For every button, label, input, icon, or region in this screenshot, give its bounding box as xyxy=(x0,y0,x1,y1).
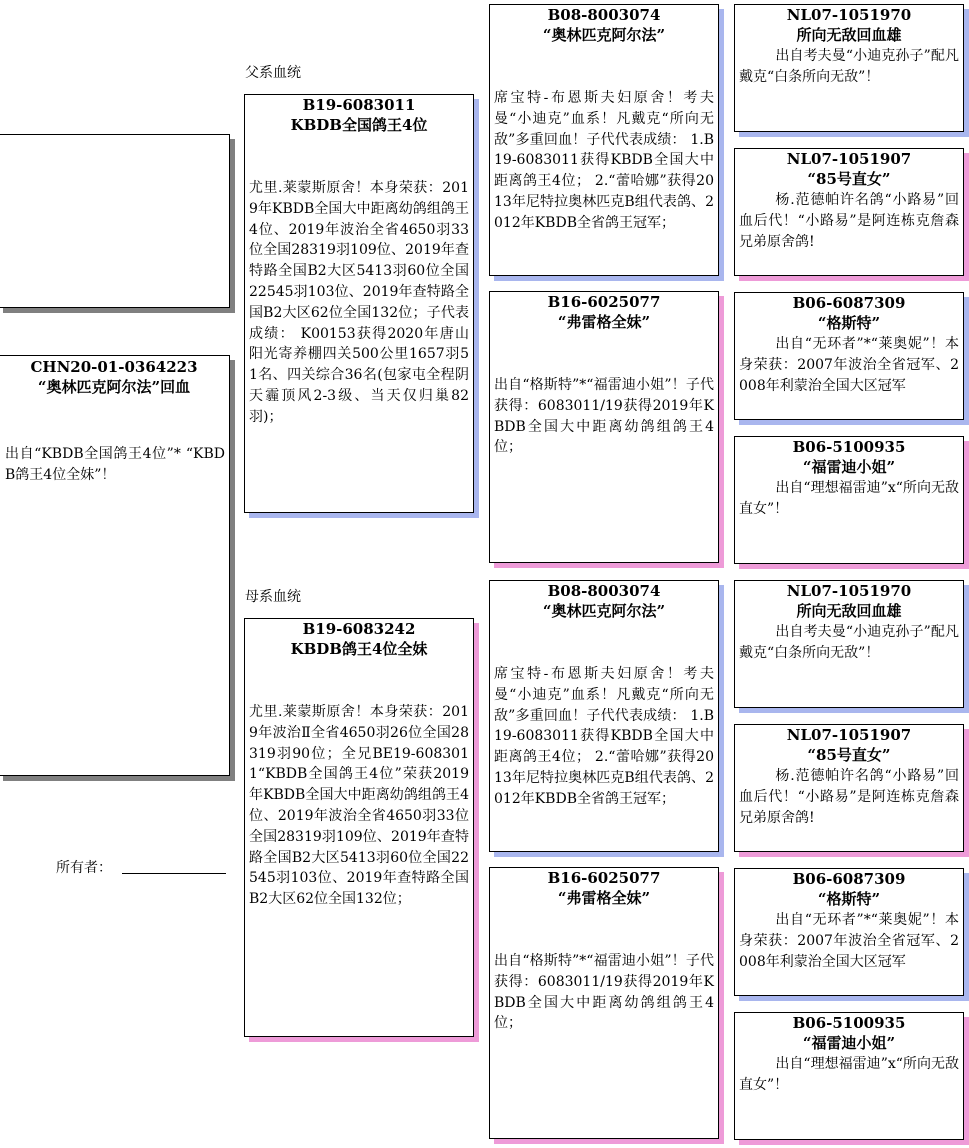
owner-label: 所有者： xyxy=(56,860,112,876)
dam-dam-id: B16-6025077 xyxy=(547,869,661,887)
ggp6-box xyxy=(734,724,964,852)
ggp4-desc: 出自“理想福雷迪”x“所向无敌直女”！ xyxy=(739,480,959,517)
sire-dam-box xyxy=(489,291,719,563)
subject-desc: 出自“KBDB全国鸽王4位”* “KBDB鸽王4位全妹”！ xyxy=(5,446,225,483)
owner-field[interactable] xyxy=(122,873,226,874)
ggp8-box xyxy=(734,1012,964,1140)
ggp7-id: B06-6087309 xyxy=(792,870,906,888)
ggp6-id: NL07-1051907 xyxy=(786,726,912,744)
ggp3-id: B06-6087309 xyxy=(792,294,906,312)
ggp6-desc: 杨.范德帕许名鸽“小路易”回血后代！“小路易”是阿连栋克詹森兄弟原舍鸽! xyxy=(739,768,959,826)
ggp5-id: NL07-1051970 xyxy=(786,582,912,600)
sire-name: KBDB全国鸽王4位 xyxy=(290,116,428,134)
sire-sire-name: “奥林匹克阿尔法” xyxy=(542,26,666,44)
ggp3-name: “格斯特” xyxy=(817,314,881,332)
ggp8-name: “福雷迪小姐” xyxy=(802,1034,896,1052)
ggp6-name: “85号直女” xyxy=(807,746,891,764)
ggp4-box xyxy=(734,436,964,564)
ggp7-box xyxy=(734,868,964,996)
ggp2-desc: 杨.范德帕许名鸽“小路易”回血后代！“小路易”是阿连栋克詹森兄弟原舍鸽! xyxy=(739,192,959,250)
ggp4-name: “福雷迪小姐” xyxy=(802,458,896,476)
sire-desc: 尤里.莱蒙斯原舍！本身荣获：2019年KBDB全国大中距离幼鸽组鸽王4位、2019年波治全省4650羽33位全国28319羽109位、2019年查特路全国B2大区5413羽60位全国22545羽103位、2019年查特路全国B2大区62位全国132位；子代表成绩： K00153获得2020年唐山阳光寄养棚四关500公里1657羽51名、四关综合36名(包家屯全程阴天霾顶风2-3级、当天仅归巢82羽)； xyxy=(249,180,469,425)
ggp5-desc: 出自考夫曼“小迪克孙子”配凡戴克“白条所向无敌”！ xyxy=(739,624,959,661)
dam-sire-id: B08-8003074 xyxy=(547,582,661,600)
sire-box xyxy=(244,94,474,513)
ggp4-id: B06-5100935 xyxy=(792,438,906,456)
ggp3-box xyxy=(734,292,964,420)
ggp5-box xyxy=(734,580,964,708)
sire-section-label: 父系血统 xyxy=(245,65,301,81)
blank-box xyxy=(0,134,230,308)
ggp1-name: 所向无敌回血雄 xyxy=(796,26,902,44)
sire-sire-box xyxy=(489,4,719,276)
ggp2-box xyxy=(734,148,964,276)
subject-box xyxy=(0,355,230,776)
ggp5-name: 所向无敌回血雄 xyxy=(796,602,902,620)
dam-dam-name: “弗雷格全妹” xyxy=(557,889,651,907)
dam-id: B19-6083242 xyxy=(302,620,416,638)
dam-dam-desc: 出自“格斯特”*“福雷迪小姐”！子代获得：6083011/19获得2019年KBDB全国大中距离幼鸽组鸽王4位； xyxy=(494,953,714,1032)
dam-sire-box xyxy=(489,580,719,852)
dam-sire-desc: 席宝特-布恩斯夫妇原舍！考夫曼“小迪克”血系！凡戴克“所向无敌”多重回血！子代代表成绩： 1.B19-6083011获得KBDB全国大中距离鸽王4位； 2.“蕾哈娜”获得2013年尼特拉奥林匹克B组代表鸽、2012年KBDB全省鸽王冠军； xyxy=(494,666,714,807)
dam-desc: 尤里.莱蒙斯原舍！本身荣获：2019年波治Ⅱ全省4650羽26位全国28319羽90位；全兄BE19-6083011“KBDB全国鸽王4位”荣获2019年KBDB全国大中距离幼鸽组鸽王4位、2019年波治全省4650羽33位全国28319羽109位、2019年查特路全国B2大区5413羽60位全国22545羽103位、2019年查特路全国B2大区62位全国132位； xyxy=(249,704,469,908)
ggp7-name: “格斯特” xyxy=(817,890,881,908)
sire-sire-id: B08-8003074 xyxy=(547,6,661,24)
subject-name: “奥林匹克阿尔法”回血 xyxy=(37,378,191,396)
subject-id: CHN20-01-0364223 xyxy=(30,358,198,376)
ggp2-name: “85号直女” xyxy=(807,170,891,188)
dam-section-label: 母系血统 xyxy=(245,589,301,605)
sire-dam-name: “弗雷格全妹” xyxy=(557,313,651,331)
ggp1-box xyxy=(734,4,964,132)
sire-id: B19-6083011 xyxy=(302,96,416,114)
sire-sire-desc: 席宝特-布恩斯夫妇原舍！考夫曼“小迪克”血系！凡戴克“所向无敌”多重回血！子代代表成绩： 1.B19-6083011获得KBDB全国大中距离鸽王4位； 2.“蕾哈娜”获得2013年尼特拉奥林匹克B组代表鸽、2012年KBDB全省鸽王冠军； xyxy=(494,90,714,231)
dam-dam-box xyxy=(489,867,719,1139)
sire-dam-id: B16-6025077 xyxy=(547,293,661,311)
dam-name: KBDB鸽王4位全妹 xyxy=(290,640,428,658)
ggp3-desc: 出自“无环者”*“莱奥妮”！本身荣获：2007年波治全省冠军、2008年利蒙治全国大区冠军 xyxy=(739,336,959,394)
ggp8-id: B06-5100935 xyxy=(792,1014,906,1032)
dam-box xyxy=(244,618,474,1037)
sire-dam-desc: 出自“格斯特”*“福雷迪小姐”！子代获得：6083011/19获得2019年KBDB全国大中距离幼鸽组鸽王4位； xyxy=(494,377,714,456)
ggp7-desc: 出自“无环者”*“莱奥妮”！本身荣获：2007年波治全省冠军、2008年利蒙治全国大区冠军 xyxy=(739,912,959,970)
ggp1-desc: 出自考夫曼“小迪克孙子”配凡戴克“白条所向无敌”！ xyxy=(739,48,959,85)
dam-sire-name: “奥林匹克阿尔法” xyxy=(542,602,666,620)
ggp1-id: NL07-1051970 xyxy=(786,6,912,24)
ggp2-id: NL07-1051907 xyxy=(786,150,912,168)
ggp8-desc: 出自“理想福雷迪”x“所向无敌直女”！ xyxy=(739,1056,959,1093)
